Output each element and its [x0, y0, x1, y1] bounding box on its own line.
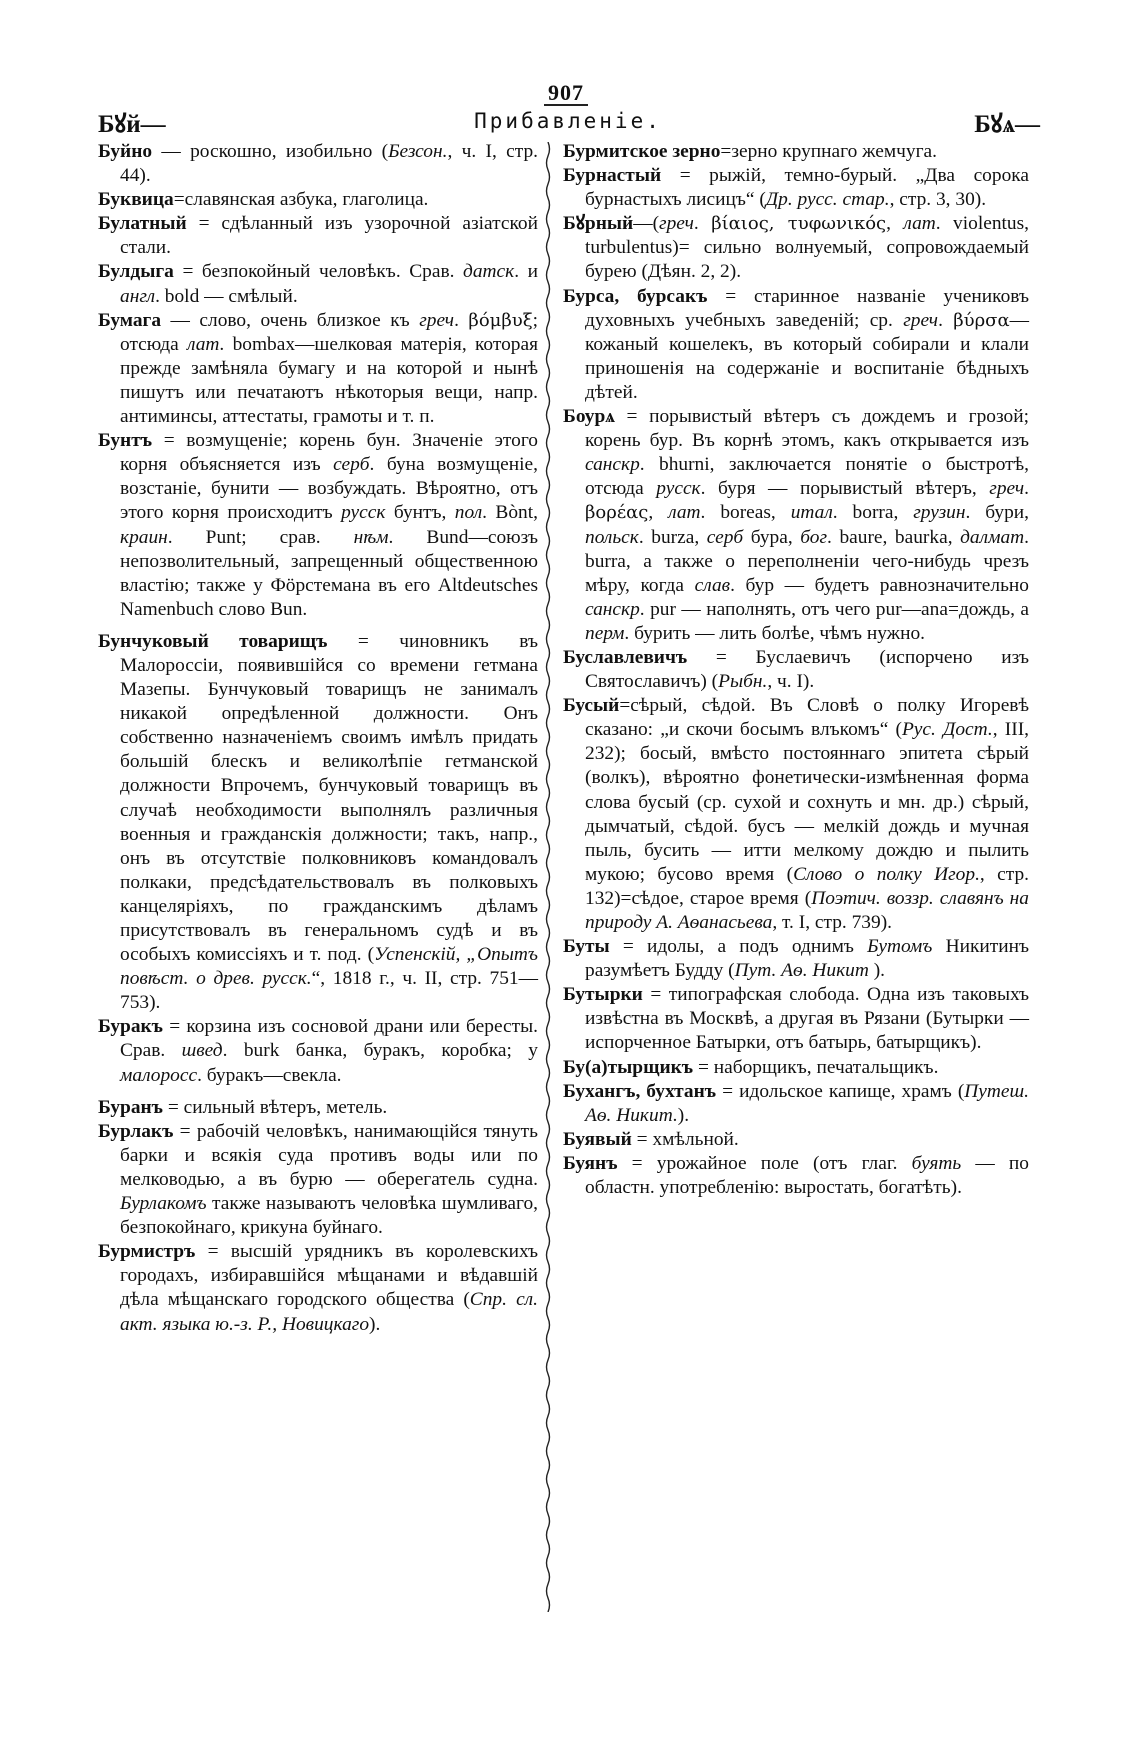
dictionary-entry: [98, 1120, 538, 1240]
italic-citation: серб: [333, 454, 370, 476]
dictionary-entry: [98, 140, 538, 188]
headword: Булатный: [98, 213, 187, 235]
definition-text: — слово, очень близкое къ: [161, 309, 420, 331]
italic-citation: Бутомъ: [867, 936, 933, 958]
definition-text: . bhurni, заключается понятіе о быстротѣ, отсюда: [585, 454, 1029, 500]
dictionary-entry: [563, 983, 1029, 1055]
definition-text: = сдѣланный изъ узорочной азіатской стали.: [120, 213, 538, 259]
definition-text: = рыжій, темно-бурый. „Два сорока бурнастыхъ лисицъ“ (: [585, 165, 1029, 211]
definition-text: .: [1024, 478, 1030, 500]
greek-word: βίαιος, τυφωνικός: [711, 213, 887, 235]
definition-text: . burza,: [638, 526, 707, 548]
dictionary-entry: [98, 1240, 538, 1336]
definition-text: = Буслаевичъ (испорчено изъ Святославичъ) (: [585, 646, 1029, 693]
definition-text: , стр. 3, 30).: [889, 189, 987, 211]
italic-citation: греч: [989, 478, 1025, 500]
definition-text: —(: [633, 213, 660, 235]
column-divider: [543, 142, 553, 1612]
dictionary-entry: [563, 140, 1029, 164]
dictionary-entry: [98, 188, 538, 212]
dictionary-entry: [98, 260, 538, 308]
italic-citation: датск: [463, 261, 515, 283]
definition-text: , ч. I, стр. 44).: [120, 141, 539, 187]
headword: Бусый: [563, 695, 620, 717]
definition-text: . Punt; срав.: [167, 526, 354, 548]
italic-citation: перм: [585, 622, 625, 644]
italic-citation: бог: [800, 526, 828, 548]
definition-text: .: [454, 309, 469, 331]
definition-text: = чиновникъ въ Малороссіи, появившійся со времени гетмана Мазепы. Бунчуковый товарищъ не занималъ никакой опредѣленной должности. Онъ собственно назначеніемъ своимъ имѣлъ придать большій блескъ и великолѣпіе гетманской должности Впрочемъ, бунчуковый товарищъ въ случаѣ необходимости выполнялъ различныя военныя и гражданскія должности; такъ, напр., онъ въ отсутствіе полковниковъ командовалъ полкаки, предсѣдательствовалъ въ полковыхъ канцеляріяхъ, по гражданскимъ дѣламъ присутствовалъ въ генеральномъ судѣ и въ особыхъ комиссіяхъ и т. под. (: [120, 630, 538, 966]
left-column: [98, 140, 538, 1337]
headword: Бꙋрный: [563, 213, 634, 235]
definition-text: Никитинъ разумѣетъ Будду (: [585, 936, 1030, 982]
definition-text: . violentus, turbulentus)= сильно волнуемый, сопровождаемый бурею (Дѣян. 2, 2).: [585, 213, 1029, 283]
greek-word: βύρσα: [953, 309, 1010, 331]
definition-text: бунтъ,: [385, 502, 455, 524]
headword: Буракъ: [98, 1016, 163, 1038]
definition-text: . бур — будетъ равнозначительно: [730, 574, 1029, 596]
definition-text: . burk банка, буракъ, коробка; у: [222, 1040, 538, 1062]
italic-citation: лат: [187, 333, 220, 355]
dictionary-entry: [563, 212, 1029, 284]
italic-citation: русск: [656, 478, 701, 500]
definition-text: = высшій урядникъ въ королевскихъ городахъ, избиравшійся мѣщанами и вѣдавшій дѣла мѣщанскаго городского общества (: [120, 1241, 538, 1311]
wavy-rule: [547, 142, 550, 1612]
italic-citation: русск: [341, 502, 386, 524]
definition-text: . бури,: [965, 502, 1029, 524]
dictionary-entry: [98, 1096, 538, 1120]
definition-text: ,: [886, 213, 904, 235]
dictionary-entry: [98, 429, 538, 622]
definition-text: =сѣрый, сѣдой. Въ Словѣ о полку Игоревѣ сказано: „и скочи босымъ влъкомъ“ (: [585, 695, 1029, 741]
italic-citation: Др. русс. стар.: [765, 189, 890, 211]
headword: Буты: [563, 936, 610, 958]
dictionary-entry: [563, 1080, 1029, 1128]
definition-text: = старинное названіе учениковъ духовныхъ учебныхъ заведеній; ср.: [585, 285, 1029, 331]
running-header: [96, 106, 1040, 136]
dictionary-entry: [98, 630, 538, 1016]
dictionary-entry: [563, 405, 1029, 646]
greek-word: βόμβυξ: [468, 309, 533, 331]
definition-text: = наборщикъ, печатальщикъ.: [693, 1056, 939, 1078]
definition-text: . boreas,: [700, 502, 791, 524]
definition-text: , т. I, стр. 739).: [772, 912, 893, 933]
italic-citation: итал: [790, 502, 833, 524]
right-column: [563, 140, 1029, 1200]
headword: Бурлакъ: [98, 1120, 174, 1142]
definition-text: . bombax—шелковая матерія, которая прежде замѣняла бумагу и на которой и нынѣ пишутъ или печатаютъ нѣкоторыя вещи, напр. антиминсы, аттестаты, грамоты и т. п.: [120, 333, 538, 428]
dictionary-entry: [98, 309, 538, 429]
italic-citation: санскр: [585, 454, 640, 476]
dictionary-entry: [563, 1056, 1029, 1080]
dictionary-entry: [563, 1128, 1029, 1152]
definition-text: ).: [369, 1313, 381, 1335]
definition-text: — по областн. употребленію: выростать, богатѣть).: [585, 1152, 1029, 1199]
italic-citation: лат: [668, 502, 701, 524]
italic-citation: малоросс: [120, 1064, 198, 1086]
headword: Бу(а)тырщикъ: [563, 1056, 694, 1078]
definition-text: = корзина изъ сосновой драни или бересты. Срав.: [120, 1016, 538, 1062]
headword: Буявый: [563, 1128, 632, 1150]
definition-text: =славянская азбука, глаголица.: [173, 189, 429, 211]
definition-text: = хмѣльной.: [631, 1128, 739, 1150]
italic-citation: серб: [706, 526, 744, 548]
headword: Бутырки: [563, 984, 643, 1006]
definition-text: . и: [514, 261, 538, 283]
dictionary-entry: [98, 212, 538, 260]
italic-citation: швед: [181, 1040, 223, 1062]
dictionary-entry: [563, 694, 1029, 935]
italic-citation: греч: [419, 309, 455, 331]
definition-text: . буря — порывистый вѣтеръ,: [700, 478, 990, 500]
definition-text: бура,: [743, 526, 801, 548]
header-left-catchword: Бꙋй—: [98, 111, 166, 138]
italic-citation: лат: [903, 213, 936, 235]
definition-text: = типографская слобода. Одна изъ таковыхъ извѣстна въ Москвѣ, а другая въ Рязани (Бутырки — испорченное Батырки, отъ батырь, батырщикъ).: [585, 984, 1029, 1054]
italic-citation: Безсон.: [388, 141, 448, 162]
headword: Буянъ: [563, 1152, 618, 1174]
italic-citation: греч: [659, 213, 694, 235]
italic-citation: буять: [911, 1152, 962, 1174]
definition-text: = идолы, а подъ однимъ: [609, 936, 868, 958]
headword: Бунчуковый товарищъ: [98, 630, 328, 652]
definition-text: = безпокойный человѣкъ. Срав.: [173, 261, 464, 283]
definition-text: ).: [868, 960, 886, 982]
header-right-catchword: Бꙋѧ—: [974, 111, 1040, 138]
dictionary-entry: [563, 646, 1029, 694]
definition-text: ,: [648, 502, 669, 524]
definition-text: —кожаный кошелекъ, въ который собирали и клали приношенія на содержаніе и воспитаніе бѣдныхъ дѣтей.: [585, 309, 1030, 403]
definition-text: ; отсюда: [120, 309, 539, 355]
page-number-value: 907: [544, 83, 588, 106]
italic-citation: Бурлакомъ: [120, 1193, 207, 1215]
definition-text: = порывистый вѣтеръ съ дождемъ и грозой; корень бур. Въ корнѣ этомъ, какъ открывается изъ: [585, 406, 1029, 452]
headword: Буквица: [98, 189, 174, 211]
definition-text: — роскошно, изобильно (: [152, 141, 389, 162]
dictionary-entry: [98, 1015, 538, 1087]
definition-text: ).: [677, 1104, 690, 1126]
italic-citation: Пут. Аѳ. Никит: [734, 960, 869, 982]
italic-citation: Путеш. Аѳ. Никит.: [585, 1080, 1030, 1126]
italic-citation: Рус. Дост.: [901, 719, 993, 741]
greek-word: βορέας: [585, 502, 649, 524]
definition-text: .: [938, 309, 954, 331]
italic-citation: Спр. сл. акт. языка ю.-з. Р., Новицкаго: [120, 1289, 538, 1335]
definition-text: . Bònt,: [482, 502, 538, 524]
italic-citation: греч: [903, 309, 939, 331]
italic-citation: польск: [585, 526, 639, 548]
definition-text: . burra, а также о переполненіи чего-нибудь чрезъ мѣру, когда: [585, 526, 1030, 596]
definition-text: = идольское капище, храмъ (: [716, 1080, 965, 1102]
italic-citation: далмат: [960, 526, 1025, 548]
definition-text: = сильный вѣтеръ, метель.: [163, 1096, 388, 1118]
definition-text: = урожайное поле (отъ глаг.: [617, 1152, 912, 1174]
dictionary-entry: [563, 935, 1029, 983]
headword: Бурмитское зерно: [563, 141, 721, 162]
dictionary-entry: [563, 164, 1029, 212]
definition-text: . bold — смѣлый.: [155, 285, 298, 307]
headword: Бухангъ, бухтанъ: [563, 1080, 717, 1102]
definition-text: . бурить — лить болѣе, чѣмъ нужно.: [624, 622, 925, 644]
headword: Бурса, бурсакъ: [563, 285, 708, 307]
italic-citation: англ: [120, 285, 156, 307]
definition-text: . baure, baurka,: [827, 526, 961, 548]
definition-text: . pur — наполнять, отъ чего pur—ana=дождь, а: [639, 598, 1029, 620]
definition-text: .: [693, 213, 712, 235]
headword: Булдыга: [98, 261, 174, 283]
definition-text: . буна возмущеніе, возстаніе, бунити — возбуждать. Вѣроятно, отъ этого корня происходитъ: [120, 454, 538, 524]
italic-citation: Успенскій, „Опытъ повѣст. о древ. русск.: [120, 944, 538, 990]
definition-text: также называютъ человѣка шумливаго, безпокойнаго, крикуна буйнаго.: [120, 1193, 538, 1239]
headword: Бурмистръ: [98, 1241, 196, 1263]
headword: Бурнастый: [563, 165, 662, 187]
headword: Буйно: [98, 141, 153, 162]
definition-text: , III, 232); босый, вмѣсто постояннаго эпитета сѣрый (волкъ), вѣроятно фонетически-измѣненная форма слова бусый (ср. сухой и сохнуть и мн. др.) сѣрый, дымчатый, сѣдой. бусъ — мелкій дождь и мучная пыль, бусить — итти мелкому дождю и пылить мукою; бусово время (: [585, 719, 1029, 885]
italic-citation: слав: [694, 574, 731, 596]
page-number: [0, 80, 1132, 106]
headword: Бумага: [98, 309, 162, 331]
definition-text: = рабочій человѣкъ, нанимающійся тянуть барки и всякія суда противъ воды или по мелководью, а въ бурю — оберегатель судна.: [120, 1120, 538, 1190]
italic-citation: санскр: [585, 598, 640, 620]
italic-citation: нѣм: [353, 526, 389, 548]
headword: Бунтъ: [98, 430, 153, 452]
dictionary-entry: [563, 1152, 1029, 1200]
definition-text: “, 1818 г., ч. II, стр. 751—753).: [120, 968, 538, 1014]
italic-citation: грузин: [913, 502, 966, 524]
header-section-title: Прибавленіе.: [474, 109, 662, 133]
italic-citation: краин: [120, 526, 168, 548]
italic-citation: Поэтич. воззр. славянъ на природу А. Аѳанасьева: [585, 887, 1029, 933]
definition-text: , стр. 132)=сѣдое, старое время (: [585, 863, 1030, 909]
headword: Боурѧ: [563, 406, 615, 428]
italic-citation: Рыбн.: [718, 671, 768, 693]
definition-text: . Bund—союзъ непозволительный, запрещенный общественною властію; также у Фӧрстемана въ его Altdeutsches Namenbuch слово Bun.: [120, 526, 538, 620]
headword: Буславлевичъ: [563, 646, 688, 668]
definition-text: =зерно крупнаго жемчуга.: [720, 141, 938, 162]
italic-citation: Слово о полку Игор.: [793, 863, 980, 885]
definition-text: . буракъ—свекла.: [197, 1064, 342, 1086]
italic-citation: пол: [454, 502, 483, 524]
definition-text: . borra,: [832, 502, 914, 524]
definition-text: = возмущеніе; корень бун. Значеніе этого корня объясняется изъ: [120, 430, 538, 476]
dictionary-entry: [563, 285, 1029, 405]
headword: Буранъ: [98, 1096, 163, 1118]
definition-text: , ч. I).: [767, 671, 815, 693]
